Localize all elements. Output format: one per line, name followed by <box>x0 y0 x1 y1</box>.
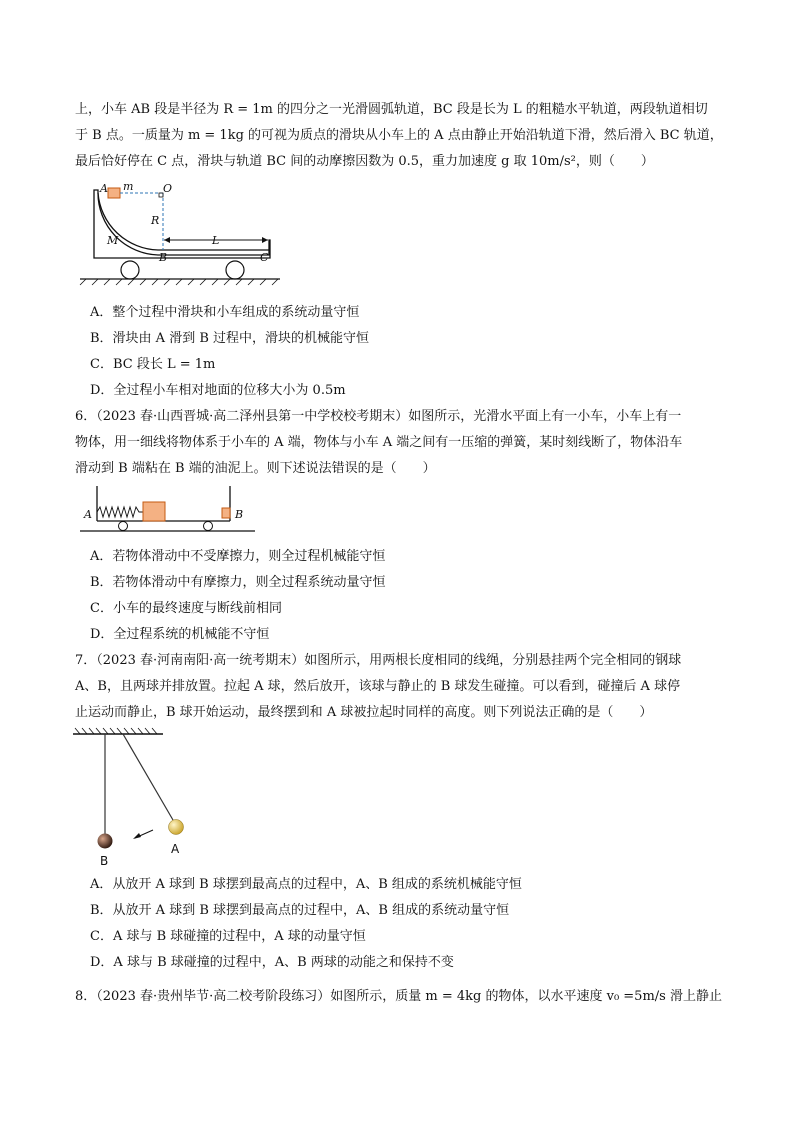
label-O: O <box>163 182 173 195</box>
q5-option-b: B．滑块由 A 滑到 B 过程中，滑块的机械能守恒 <box>90 331 370 346</box>
q6-line-1: 6．（2023 春·山西晋城·高二泽州县第一中学校校考期末）如图所示，光滑水平面上有一小车，小车上有一 <box>75 409 682 424</box>
q7-option-a: A．从放开 A 球到 B 球摆到最高点的过程中，A、B 组成的系统机械能守恒 <box>90 877 522 892</box>
slider-block <box>108 188 120 198</box>
q7-option-b: B．从放开 A 球到 B 球摆到最高点的过程中，A、B 组成的系统动量守恒 <box>90 903 510 918</box>
wheel-right <box>226 261 244 279</box>
q7-line-2: A、B，且两球并排放置。拉起 A 球，然后放开，该球与静止的 B 球发生碰撞。可以看到，碰撞后 A 球停 <box>75 679 681 694</box>
object-block <box>143 502 165 521</box>
label-A: A <box>171 842 180 856</box>
q5-option-a: A．整个过程中滑块和小车组成的系统动量守恒 <box>90 305 360 320</box>
label-A: A <box>84 508 92 521</box>
q5-figure-cart <box>80 180 280 285</box>
compressed-spring <box>97 507 143 517</box>
label-B: B <box>235 508 244 521</box>
cart-body <box>94 190 270 258</box>
cart-track <box>98 193 269 250</box>
label-M: M <box>107 234 119 247</box>
q6-figure-cart <box>80 484 255 534</box>
label-m: m <box>123 180 134 193</box>
q7-option-c: C．A 球与 B 球碰撞的过程中，A 球的动量守恒 <box>90 929 366 944</box>
label-B: B <box>159 251 168 264</box>
q7-line-1: 7．（2023 春·河南南阳·高一统考期末）如图所示，用两根长度相同的线绳，分别悬挂两个完全相同的钢球 <box>75 653 682 668</box>
putty-B <box>222 508 230 518</box>
label-R: R <box>151 214 160 227</box>
wheel-left <box>121 261 139 279</box>
q6-option-b: B．若物体滑动中有摩擦力，则全过程系统动量守恒 <box>90 575 386 590</box>
ball-B <box>98 834 113 849</box>
q5-line-2: 于 B 点。一质量为 m = 1kg 的可视为质点的滑块从小车上的 A 点由静止开始沿轨道下滑，然后滑入 BC 轨道， <box>75 128 723 143</box>
string-A <box>123 734 173 820</box>
q5-option-c: C．BC 段长 L = 1m <box>90 357 216 372</box>
q6-option-d: D．全过程系统的机械能不守恒 <box>90 627 270 642</box>
q6-option-c: C．小车的最终速度与断线前相同 <box>90 601 282 616</box>
q8-line-1: 8．（2023 春·贵州毕节·高二校考阶段练习）如图所示，质量 m = 4kg 的物体，以水平速度 v₀ =5m/s 滑上静止 <box>75 989 722 1004</box>
ball-A <box>169 820 184 835</box>
q6-line-2: 物体，用一细线将物体系于小车的 A 端，物体与小车 A 端之间有一压缩的弹簧，某时刻线断了，物体沿车 <box>75 435 683 450</box>
label-B: B <box>100 854 109 868</box>
label-C: C <box>260 251 269 264</box>
q5-line-1: 上，小车 AB 段是半径为 R = 1m 的四分之一光滑圆弧轨道，BC 段是长为 L 的粗糙水平轨道，两段轨道相切 <box>75 102 708 117</box>
q6-line-3: 滑动到 B 端粘在 B 端的油泥上。则下述说法错误的是（ ） <box>75 461 436 476</box>
q5-option-d: D．全过程小车相对地面的位移大小为 0.5m <box>90 383 346 398</box>
q7-line-3: 止运动而静止，B 球开始运动，最终摆到和 A 球被拉起时同样的高度。则下列说法正确的是（ ） <box>75 705 653 720</box>
q6-option-a: A．若物体滑动中不受摩擦力，则全过程机械能守恒 <box>90 549 386 564</box>
q7-figure-pendulums <box>73 728 180 868</box>
label-L: L <box>212 234 220 247</box>
q7-option-d: D．A 球与 B 球碰撞的过程中，A、B 两球的动能之和保持不变 <box>90 955 454 970</box>
label-A: A <box>100 182 108 195</box>
q5-line-3: 最后恰好停在 C 点，滑块与轨道 BC 间的动摩擦因数为 0.5，重力加速度 g 取 10m/s²，则（ ） <box>75 154 654 169</box>
